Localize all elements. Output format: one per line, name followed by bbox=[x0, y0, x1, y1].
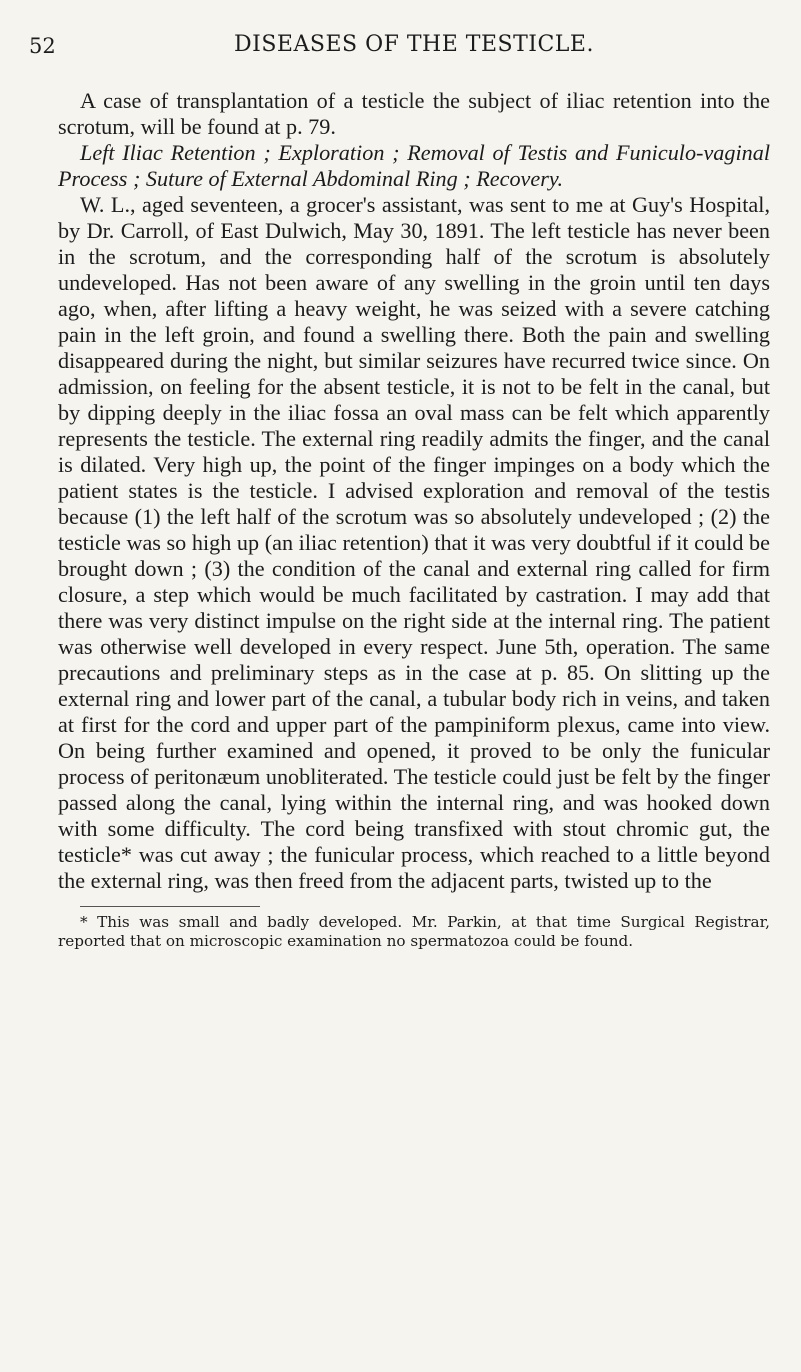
page-header bbox=[29, 30, 770, 60]
book-page bbox=[29, 30, 770, 951]
page-number: 52 bbox=[29, 34, 56, 58]
case-heading: Left Iliac Retention ; Exploration ; Removal of Testis and Funiculo-vaginal Process ; Suture of External Abdominal Ring ; Recovery. bbox=[58, 140, 770, 191]
running-head: DISEASES OF THE TESTICLE. bbox=[234, 32, 594, 57]
footnote-divider bbox=[80, 906, 260, 907]
body-text bbox=[58, 88, 770, 894]
case-paragraph: W. L., aged seventeen, a grocer's assistant, was sent to me at Guy's Hospital, by Dr. Carroll, of East Dulwich, May 30, 1891. The left testicle has never been in the scrotum, and the corresponding half of the scrotum is absolutely undeveloped. Has not been aware of any swelling in the groin until ten days ago, when, after lifting a heavy weight, he was seized with a severe catching pain in the left groin, and found a swelling there. Both the pain and swelling disappeared during the night, but similar seizures have recurred twice since. On admission, on feeling for the absent testicle, it is not to be felt in the canal, but by dipping deeply in the iliac fossa an oval mass can be felt which apparently represents the testicle. The external ring readily admits the finger, and the canal is dilated. Very high up, the point of the finger impinges on a body which the patient states is the testicle. I advised exploration and removal of the testis because (1) the left half of the scrotum was so absolutely undeveloped ; (2) the testicle was so high up (an iliac retention) that it was very doubtful if it could be brought down ; (3) the condition of the canal and external ring called for firm closure, a step which would be much facilitated by castration. I may add that there was very distinct impulse on the right side at the internal ring. The patient was otherwise well developed in every respect. June 5th, operation. The same precautions and preliminary steps as in the case at p. 85. On slitting up the external ring and lower part of the canal, a tubular body rich in veins, and taken at first for the cord and upper part of the pampiniform plexus, came into view. On being further examined and opened, it proved to be only the funicular process of peritonæum unobliterated. The testicle could just be felt by the finger passed along the canal, lying within the internal ring, and was hooked down with some difficulty. The cord being transfixed with stout chromic gut, the testicle* was cut away ; the funicular process, which reached to a little beyond the external ring, was then freed from the adjacent parts, twisted up to the bbox=[58, 192, 770, 893]
intro-paragraph: A case of transplantation of a testicle the subject of iliac retention into the scrotum, will be found at p. 79. bbox=[58, 88, 770, 139]
footnote: * This was small and badly developed. Mr. Parkin, at that time Surgical Registrar, reported that on microscopic examination no spermatozoa could be found. bbox=[58, 913, 770, 950]
